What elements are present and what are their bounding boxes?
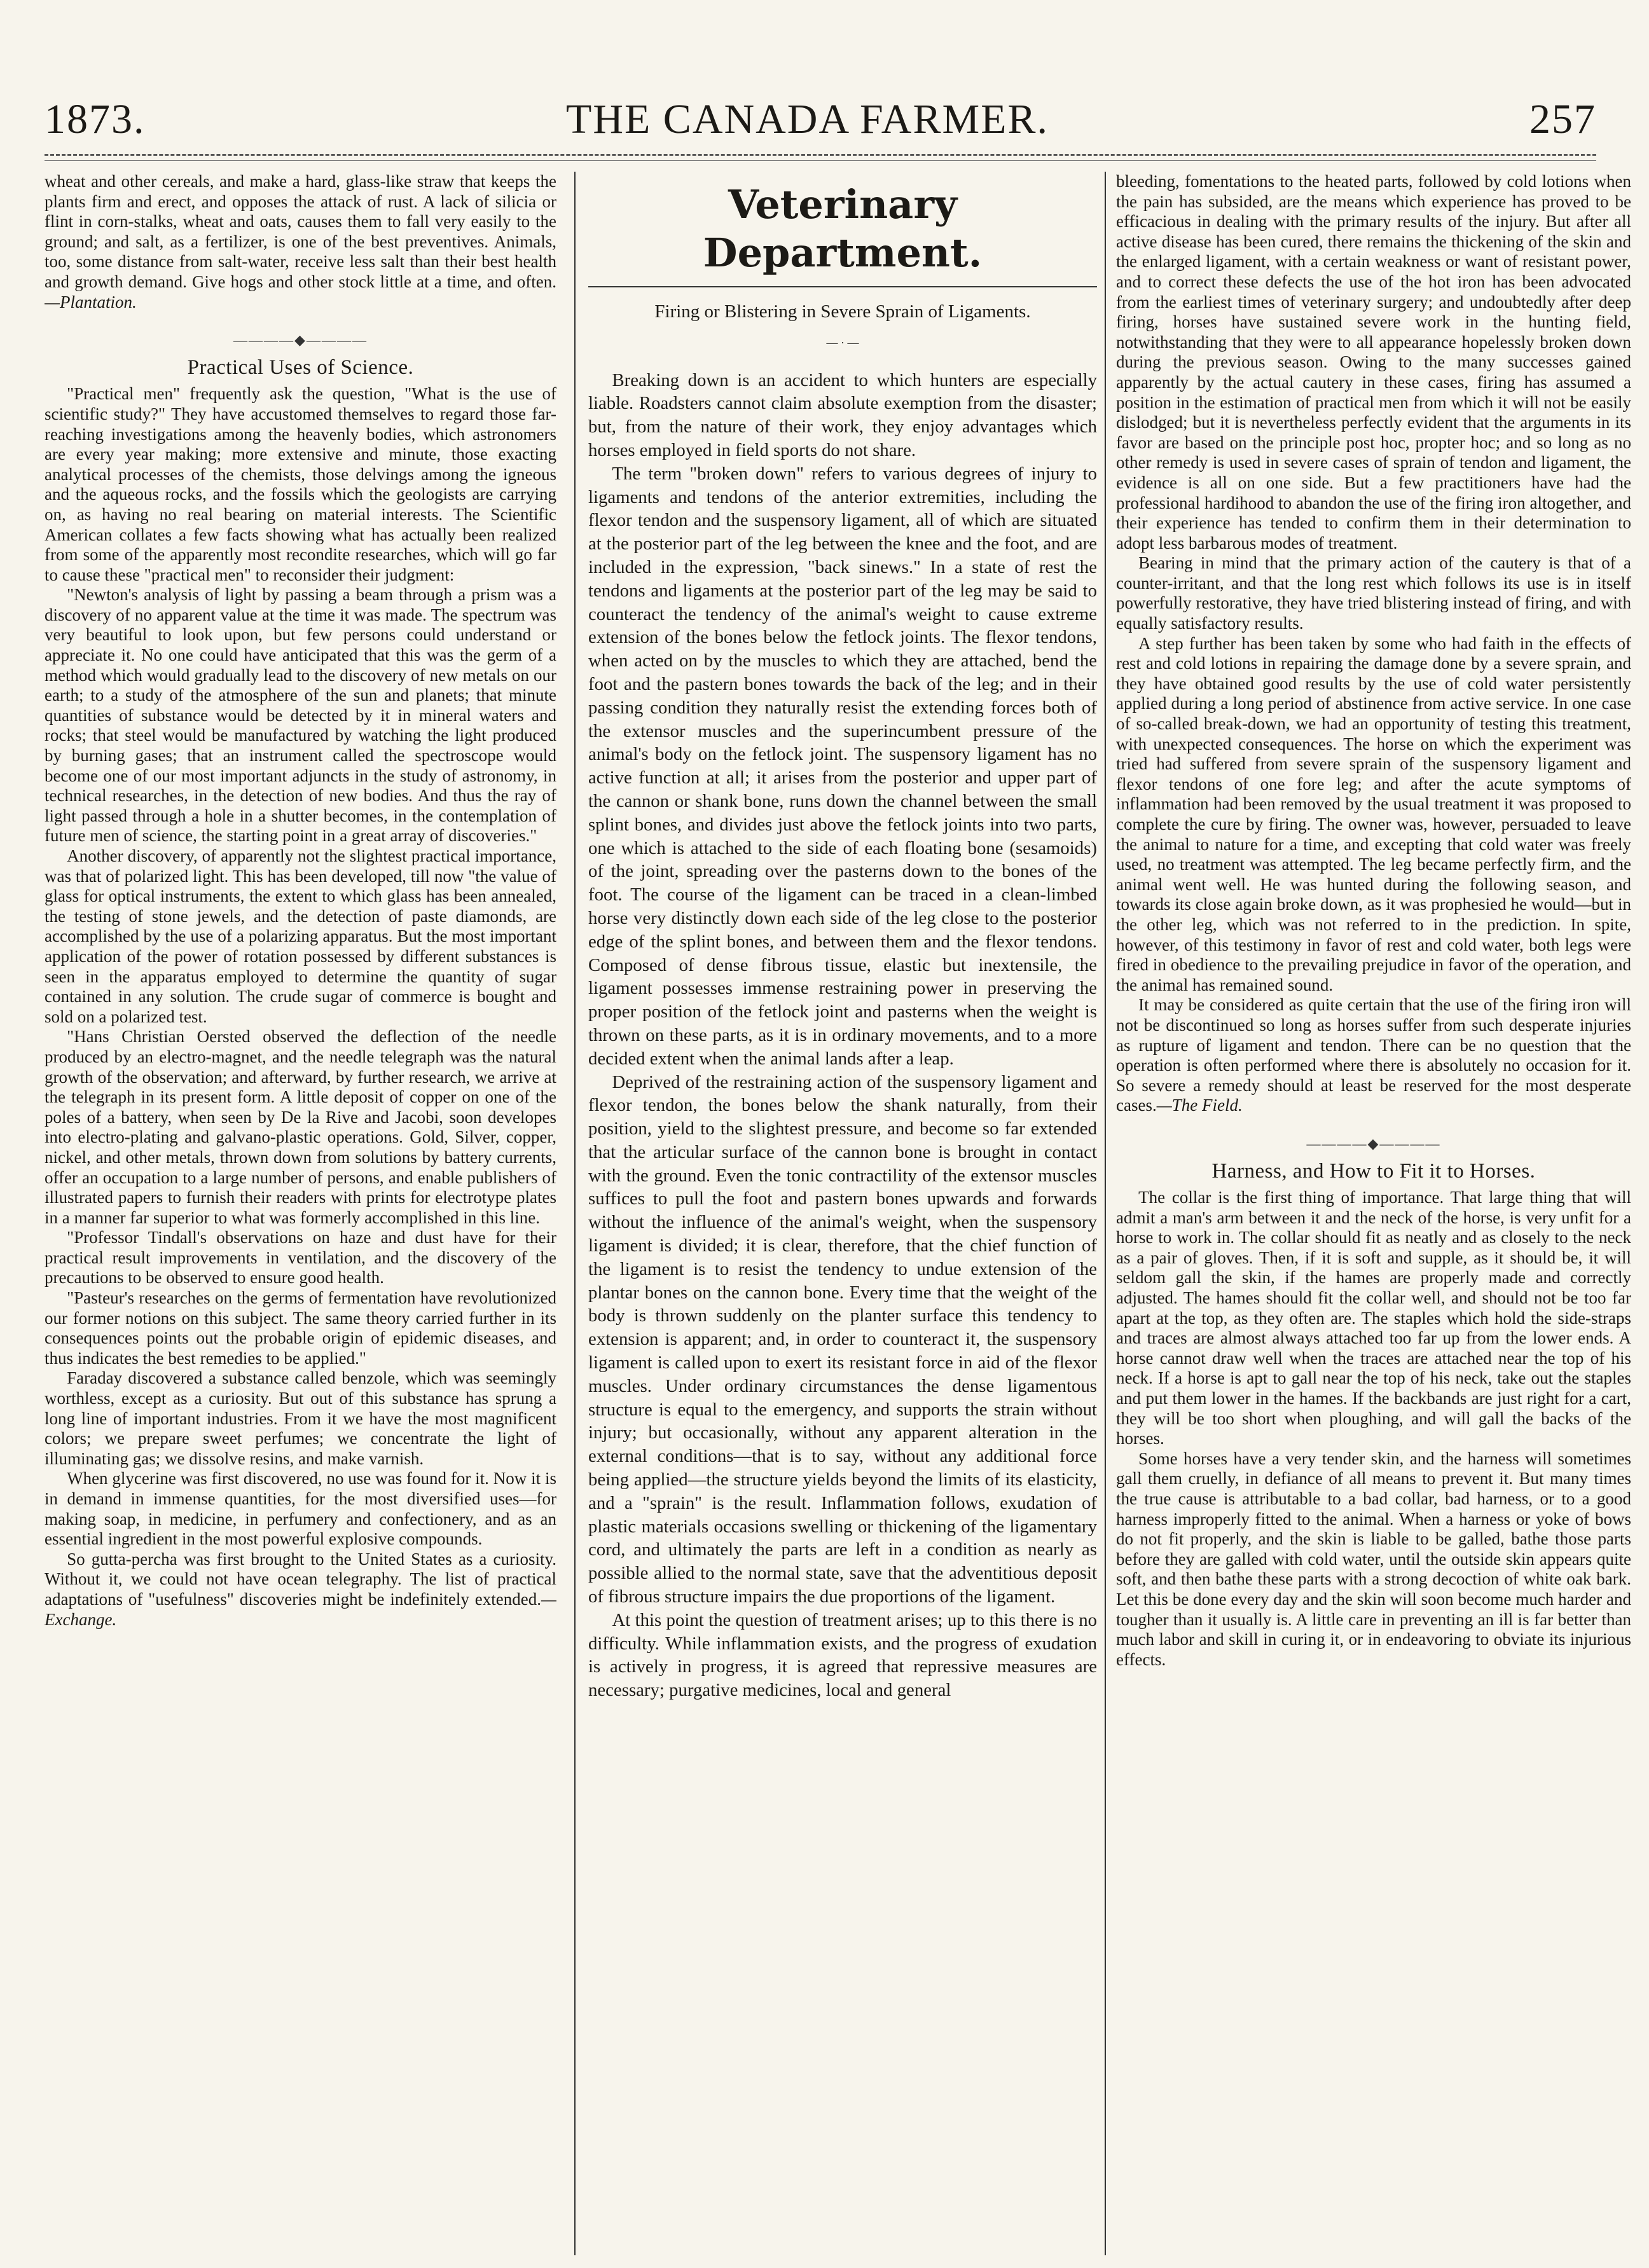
paragraph: Bearing in mind that the primary action of the cautery is that of a counter-irritant, and that the long rest which follows its use is in itself powerfully restorative, they have tried blistering instead of firing, and with equally satisfactory results. [1116, 553, 1631, 633]
paragraph: Breaking down is an accident to which hunters are especially liable. Roadsters cannot claim absolute exemption from the disaster; but, from the nature of their work, they enjoy advantages which horses employed in field sports do not share. [588, 369, 1097, 460]
section-ornament: ————◆———— [1306, 1135, 1441, 1151]
paragraph: When glycerine was first discovered, no use was found for it. Now it is in demand in immense quantities, for the most diversified uses—for making soap, in medicine, in perfumery and confectionery, and as an essential ingredient in the most powerful explosive compounds. [45, 1469, 556, 1549]
article-tail-text: wheat and other cereals, and make a hard, glass-like straw that keeps the plants firm and erect, and opposes the attack of rust. A lack of silicia or flint in corn-stalks, wheat and oats, causes them to fall very easily to the ground; and salt, as a fertilizer, is one of the best preventives. Animals, too, some distance from salt-water, receive less salt than their best health and growth demand. Give hogs and other stock little at a time, and often. [45, 172, 556, 291]
article-source: —Exchange. [45, 1589, 556, 1629]
paragraph: Faraday discovered a substance called benzole, which was seemingly worthless, except as a curiosity. But out of this substance has sprung a long line of important industries. From it we have the most magnificent colors; we prepare sweet perfumes; we concentrate the light of illuminating gas; we dissolve resins, and make varnish. [45, 1368, 556, 1468]
paragraph: "Pasteur's researches on the germs of fermentation have revolutionized our former notions on this subject. The same theory carried further in its consequences points out the probable origin of epidemic diseases, and thus indicates the best remedies to be applied." [45, 1288, 556, 1368]
paragraph-final [1116, 995, 1631, 1116]
paragraph: At this point the question of treatment arises; up to this there is no difficulty. While inflammation exists, and the progress of exudation is actively in progress, it is agreed that repressive measures are necessary; purgative medicines, local and general [588, 1609, 1097, 1701]
article-heading: Harness, and How to Fit it to Horses. [1211, 1159, 1536, 1183]
paragraph: "Practical men" frequently ask the question, "What is the use of scientific study?" They have accustomed themselves to regard those far-reaching investigations among the heavenly bodies, which astronomers are every year making; more extensive and minute, those exacting analytical processes of the chemists, those delvings among the igneous and the aqueous rocks, and the fossils which the geologists are carrying on, as having no real bearing on material interests. The Scientific American collates a few facts showing what has actually been realized from some of the apparently most recondite researches, which will go far to cause these "practical men" to reconsider their judgment: [45, 384, 556, 584]
paragraph: bleeding, fomentations to the heated parts, followed by cold lotions when the pain has subsided, are the means which experience has proved to be efficacious in dealing with the primary results of the injury. But after all active disease has been cured, there remains the thickening of the skin and the enlarged ligament, with a certain weakness or want of resistant power, and to correct these defects the use of the hot iron has been advocated from the earliest times of veterinary surgery; and undoubtedly after deep firing, horses have sustained severe work in the hunting field, notwithstanding that they were to all appearance hopelessly broken down during the previous season. Owing to the many successes gained apparently by the actual cautery in these cases, firing has assumed a position in the estimation of practical men from which it will not be easily dislodged; but it is nevertheless perfectly evident that the arguments in its favor are based on the principle post hoc, propter hoc; and so long as no other remedy is used in severe cases of sprain of tendon and ligament, the evidence is all on one side. But a few practitioners have had the professional hardihood to abandon the use of the firing iron altogether, and their experience has tended to confirm them in their determination to adopt less barbarous modes of treatment. [1116, 172, 1631, 553]
column-divider [1105, 172, 1106, 2255]
paragraph-text: It may be considered as quite certain that the use of the firing iron will not be discontinued so long as horses suffer from such desperate injuries as rupture of ligament and tendon. There can be no question that the operation is often performed where there is absolutely no occasion for it. So severe a remedy should at least be reserved for the most desperate cases. [1116, 995, 1631, 1115]
paragraph: "Professor Tindall's observations on haze and dust have for their practical result improvements in ventilation, and the discovery of the precautions to be observed to ensure good health. [45, 1228, 556, 1288]
paragraph: Some horses have a very tender skin, and the harness will sometimes gall them cruelly, in defiance of all means to prevent it. But many times the true cause is attributable to a bad collar, bad harness, or to a good harness improperly fitted to the animal. When a harness or yoke of bows do not fit properly, and the skin is liable to be galled, bathe those parts before they are galled with cold water, until the outside skin appears quite soft, and then bathe these parts with a strong decoction of white oak bark. Let this be done every day and the skin will soon become much harder and tougher than it usually is. A little care in preventing an ill is far better than much labor and skill in curing it, or in endeavoring to obviate its injurious effects. [1116, 1448, 1631, 1669]
masthead-title: THE CANADA FARMER. [566, 96, 1049, 142]
header-rule [45, 154, 1596, 156]
short-rule: — · — [826, 336, 859, 349]
masthead-year: 1873. [45, 96, 146, 142]
article-tail [45, 172, 556, 312]
header-rule-thin [45, 160, 1596, 161]
paragraph-final [45, 1550, 556, 1630]
column-divider [574, 172, 576, 2255]
paragraph-text: So gutta-percha was first brought to the United States as a curiosity. Without it, we could not have ocean telegraphy. The list of practical adaptations of "usefulness" discoveries might be indefinitely extended. [45, 1549, 556, 1609]
paragraph: A step further has been taken by some who had faith in the effects of rest and cold lotions in repairing the damage done by a severe sprain, and they have obtained good results by the use of cold water persistently applied during a long period of abstinence from active service. In one case of so-called break-down, we had an opportunity of testing this treatment, with unexpected consequences. The horse on which the experiment was tried had suffered from severe sprain of the suspensory ligament and flexor tendons of one fore leg; and after the acute symptoms of inflammation had been removed by the usual treatment it was proposed to complete the cure by firing. The owner was, however, persuaded to leave the animal to nature for a time, and excepting that cold water was freely used, no treatment was attempted. The leg became perfectly firm, and the animal went well. He was hunted during the following season, and towards its close again broke down, as it was prophesied he would—but in the other leg, which was not referred to in the prediction. In spite, however, of this testimony in favor of rest and cold water, both legs were fired in obedience to the prevailing prejudice in favor of the operation, and the animal has remained sound. [1116, 633, 1631, 994]
masthead-page-number: 257 [1529, 96, 1596, 142]
department-heading: Veterinary Department. [588, 181, 1097, 287]
paragraph: The collar is the first thing of importance. That large thing that will admit a man's arm between it and the neck of the horse, is very unfit for a horse to work in. The collar should fit as neatly and as closely to the neck as a pair of gloves. Then, if it is soft and supple, as it should be, it will seldom gall the skin, if the hames are properly made and correctly adjusted. The hames should fit the collar well, and should not be too far apart at the top, as they often are. The staples which hold the side-straps and traces are almost always attached too far up from the lower ends. A horse cannot draw well when the traces are attached near the top of his neck. If a horse is apt to gall near the top of his neck, take out the staples and put them lower in the hames. If the backbands are just right for a cart, they will be too short when ploughing, and will gall the backs of the horses. [1116, 1188, 1631, 1448]
column-1 [45, 172, 556, 2255]
column-3 [1116, 172, 1631, 2255]
column-2 [588, 172, 1097, 2255]
article-heading: Firing or Blistering in Severe Sprain of Ligaments. [654, 301, 1031, 322]
section-ornament: ————◆———— [233, 332, 368, 348]
paragraph: "Newton's analysis of light by passing a beam through a prism was a discovery of no apparent value at the time it was made. The spectrum was very beautiful to look upon, but few persons could understand or appreciate it. No one could have anticipated that this was the germ of a method which would gradually lead to the discovery of new metals on our earth; to a study of the atmosphere of the sun and planets; that minute quantities of substance would be detected by it in mineral waters and rocks; that steel would be manufactured by watching the light produced by burning gases; that an instrument called the spectroscope would become one of our most important adjuncts in the study of astronomy, in technical researches, in the detection of new bodies. And thus the ray of light passed through a hole in a shutter becomes, in the contemplation of future men of science, the starting point in a great array of discoveries." [45, 585, 556, 846]
paragraph: The term "broken down" refers to various degrees of injury to ligaments and tendons of the anterior extremities, including the flexor tendon and the suspensory ligament, all of which are situated at the posterior part of the leg between the knee and the foot, and are included in the expression, "back sinews." In a state of rest the tendons and ligaments at the posterior part of the leg may be said to counteract the tendency of the animal's weight to cause extreme extension of the bones below the fetlock joints. The flexor tendons, when acted on by the muscles to which they are attached, bend the foot and the pastern bones towards the back of the leg; and in their passing condition they naturally resist the extending forces both of the extensor muscles and the superincumbent pressure of the animal's body on the fetlock joint. The suspensory ligament has no active function at all; it arises from the posterior and upper part of the cannon or shank bone, runs down the channel between the small splint bones, and divides just above the fetlock joints into two parts, one which is attached to the side of each floating bone (sesamoids) of the joint, spreading over the pasterns down to the bones of the foot. The course of the ligament can be traced in a clean-limbed horse very distinctly down each side of the leg close to the posterior edge of the splint bones, and between them and the flexor tendons. Composed of dense fibrous tissue, elastic but inextensile, the ligament possesses immense restraining power in preserving the proper position of the fetlock joint and pasterns when the weight is thrown on these parts, as it is in ordinary movements, and to a more decided extent when the animal lands after a leap. [588, 463, 1097, 1069]
paragraph: "Hans Christian Oersted observed the deflection of the needle produced by an electro-magnet, and the needle telegraph was the natural growth of the observation; and afterward, by further research, we arrive at the telegraph in its present form. A little deposit of copper on one of the poles of a battery, when seen by De la Rive and Jacobi, soon developes into electro-plating and galvano-plastic operations. Gold, Silver, copper, nickel, and other metals, thrown down from solutions by battery currents, offer an occupation to a large number of persons, and enable publishers of illustrated papers to furnish their readers with prints for electrotype plates in a manner far superior to what was formerly accomplished in this line. [45, 1027, 556, 1227]
masthead [45, 95, 1596, 146]
paragraph: Another discovery, of apparently not the slightest practical importance, was that of polarized light. This has been developed, till now "the value of glass for optical instruments, the extent to which glass has been annealed, the testing of stone jewels, and the detection of paste diamonds, are accomplished by the use of a polarizing apparatus. But the most important application of the power of rotation possessed by different substances is seen in the apparatus employed to determine the quantity of sugar contained in any solution. The crude sugar of commerce is bought and sold on a polarized test. [45, 846, 556, 1026]
article-heading: Practical Uses of Science. [187, 355, 414, 379]
article-source: —The Field. [1156, 1096, 1243, 1115]
paragraph: Deprived of the restraining action of the suspensory ligament and flexor tendon, the bones below the shank naturally, from their position, yield to the slightest pressure, and become so far extended that the articular surface of the cannon bone is brought in contact with the ground. Even the tonic contractility of the extensor muscles suffices to pull the foot and pastern bones upwards and forwards without the influence of the animal's weight, when the suspensory ligament is divided; it is clear, therefore, that the chief function of the ligament is to resist the tendency to undue extension of the plantar bones on the cannon bone. Every time that the weight of the body is thrown suddenly on the planter surface this tendency to extension is apparent; and, in order to counteract it, the suspensory ligament is called upon to exert its resistant force in aid of the flexor muscles. Under ordinary circumstances the dense ligamentous structure is equal to the emergency, and supports the strain without injury; but occasionally, without any apparent alteration in the external conditions—that is to say, without any additional force being applied—the structure yields beyond the limits of its elasticity, and a "sprain" is the result. Inflammation follows, exudation of plastic materials occasions swelling or thickening of the ligamentary cord, and ultimately the parts are left in a condition as nearly as possible allied to the normal state, save that the adventitious deposit of fibrous structure impairs the due proportions of the ligament. [588, 1071, 1097, 1607]
article-source: —Plantation. [45, 292, 137, 312]
